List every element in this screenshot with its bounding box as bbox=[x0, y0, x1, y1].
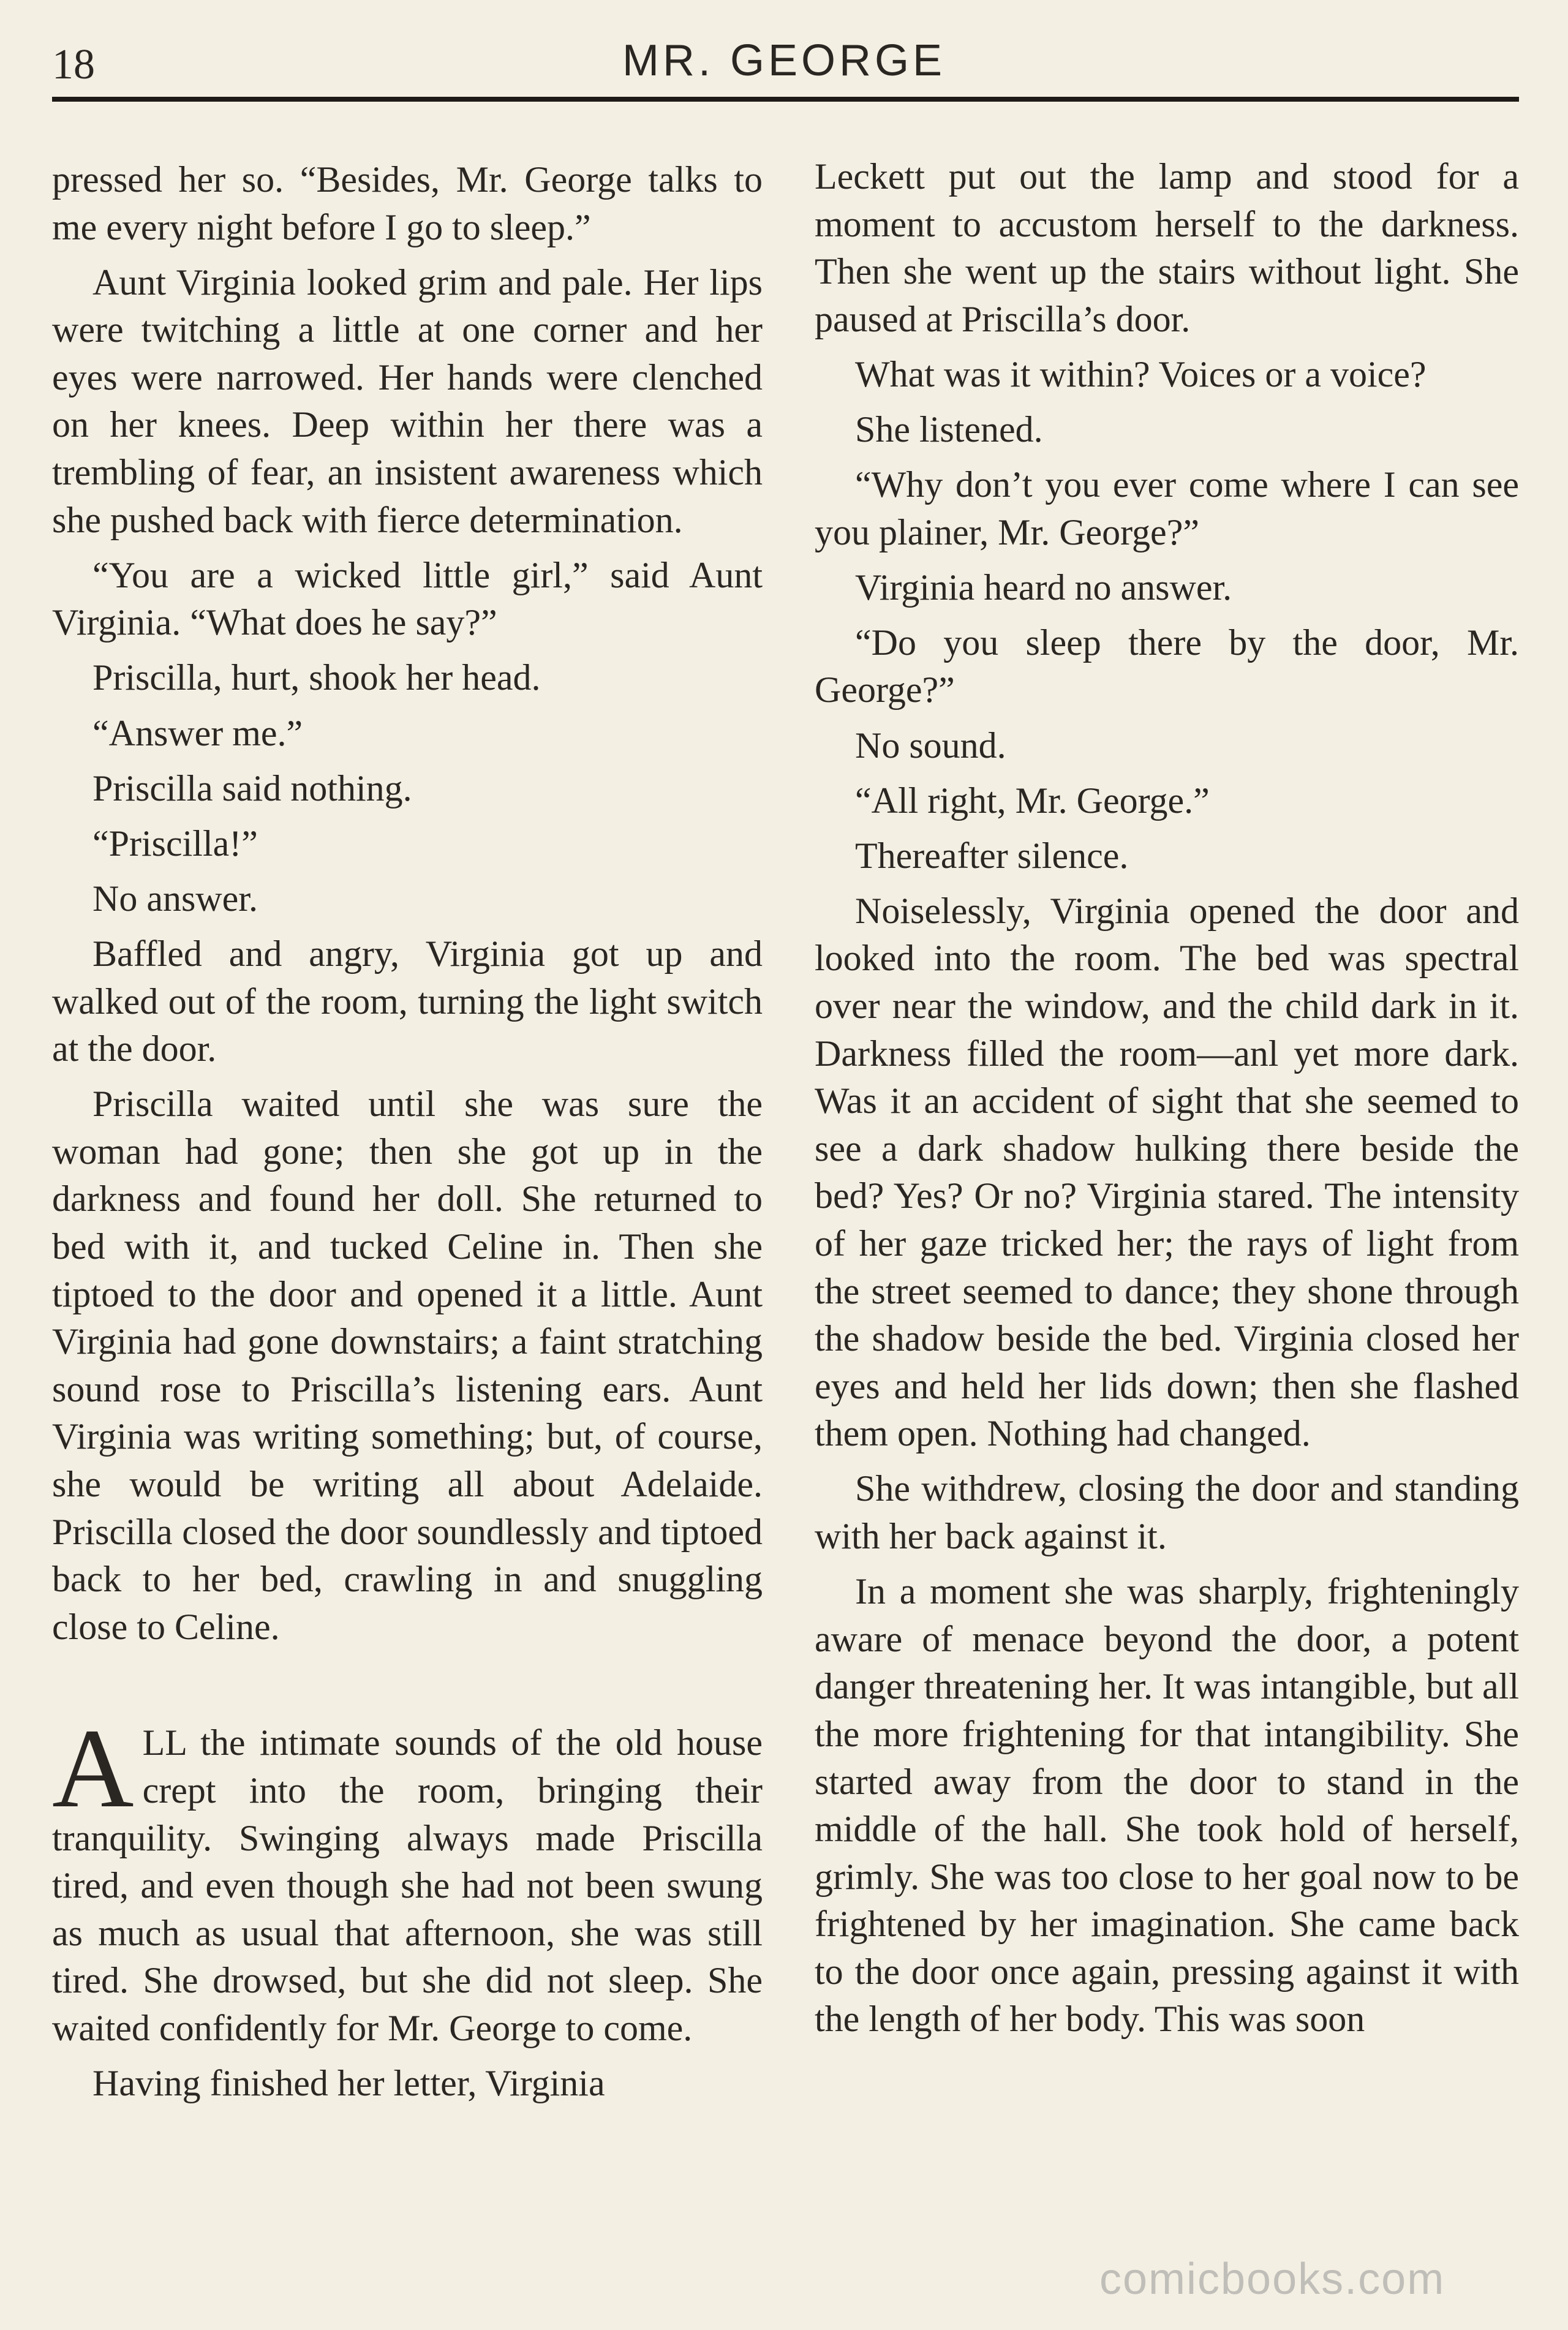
paragraph: Priscilla, hurt, shook her head. bbox=[92, 657, 541, 698]
paragraph: No answer. bbox=[92, 878, 258, 919]
paragraph: Virginia heard no answer. bbox=[855, 567, 1232, 608]
paragraph: Priscilla said nothing. bbox=[92, 767, 412, 809]
paragraph: Leckett put out the lamp and stood for a moment to accustom herself to the darkness. Then she went up the stairs without light. She paused at Priscilla’s door. bbox=[815, 156, 1519, 339]
paragraph: “Answer me.” bbox=[92, 712, 303, 753]
right-column bbox=[815, 153, 1519, 2051]
paragraph: What was it within? Voices or a voice? bbox=[855, 353, 1427, 394]
paragraph: “All right, Mr. George.” bbox=[855, 780, 1210, 821]
left-column bbox=[52, 156, 763, 2115]
paragraph: “Do you sleep there by the door, Mr. George?” bbox=[815, 622, 1519, 711]
paragraph: “You are a wicked little girl,” said Aunt Virginia. “What does he say?” bbox=[52, 554, 763, 643]
paragraph: Thereafter silence. bbox=[855, 835, 1129, 876]
drop-cap: A bbox=[52, 1706, 134, 1832]
paragraph: She withdrew, closing the door and standing with her back against it. bbox=[815, 1468, 1519, 1557]
page-header bbox=[52, 36, 1516, 97]
paragraph: Baffled and angry, Virginia got up and walked out of the room, turning the light switch at the door. bbox=[52, 933, 763, 1069]
paragraph: In a moment she was sharply, frighteningly aware of menace beyond the door, a potent danger threatening her. It was intangible, but all the more frightening for that intangibility. She started away from the door to stand in the middle of the hall. She took hold of herself, grimly. She was too close to her goal now to be frightened by her imagination. She came back to the door once again, pressing against it with the length of her body. This was soon bbox=[815, 1571, 1519, 2040]
paragraph: Having finished her letter, Virginia bbox=[92, 2062, 605, 2103]
watermark: comicbooks.com bbox=[1099, 2255, 1446, 2304]
running-head: MR. GEORGE bbox=[622, 36, 946, 85]
section-start-paragraph bbox=[52, 1706, 763, 2052]
header-rule bbox=[52, 97, 1519, 102]
paragraph: “Why don’t you ever come where I can see you plainer, Mr. George?” bbox=[815, 464, 1519, 552]
paragraph: She listened. bbox=[855, 409, 1043, 450]
paragraph: “Priscilla!” bbox=[92, 823, 258, 864]
paragraph: Noiselessly, Virginia opened the door and looked into the room. The bed was spectral over near the window, and the child dark in it. Darkness filled the room—anl yet more dark. Was it an accident of sight that she seemed to see a dark shadow hulking there beside the bed? Yes? Or no? Virginia stared. The intensity of her gaze tricked her; the rays of light from the street seemed to dance; they shone through the shadow beside the bed. Virginia closed her eyes and held her lids down; then she flashed them open. Nothing had changed. bbox=[815, 890, 1519, 1454]
section-text: LL the intimate sounds of the old house crept into the room, bringing their tranquility. Swinging always made Priscilla tired, and even though she had not been swung as much as usual that afternoon, she was still tired. She drowsed, but she did not sleep. She waited confidently for Mr. George to come. bbox=[52, 1722, 763, 2048]
paragraph: No sound. bbox=[855, 725, 1006, 766]
paragraph: Priscilla waited until she was sure the woman had gone; then she got up in the darkness and found her doll. She returned to bed with it, and tucked Celine in. Then she tiptoed to the door and opened it a little. Aunt Virginia had gone downstairs; a faint stratching sound rose to Priscilla’s listening ears. Aunt Virginia was writing something; but, of course, she would be writing all about Adelaide. Priscilla closed the door soundlessly and tiptoed back to her bed, crawling in and snuggling close to Celine. bbox=[52, 1084, 763, 1647]
paragraph: Aunt Virginia looked grim and pale. Her lips were twitching a little at one corner and her eyes were narrowed. Her hands were clenched on her knees. Deep within her there was a trembling of fear, an insistent awareness which she pushed back with fierce determination. bbox=[52, 262, 763, 540]
paragraph: pressed her so. “Besides, Mr. George talks to me every night before I go to sleep.” bbox=[52, 159, 763, 247]
page-number: 18 bbox=[52, 41, 95, 88]
